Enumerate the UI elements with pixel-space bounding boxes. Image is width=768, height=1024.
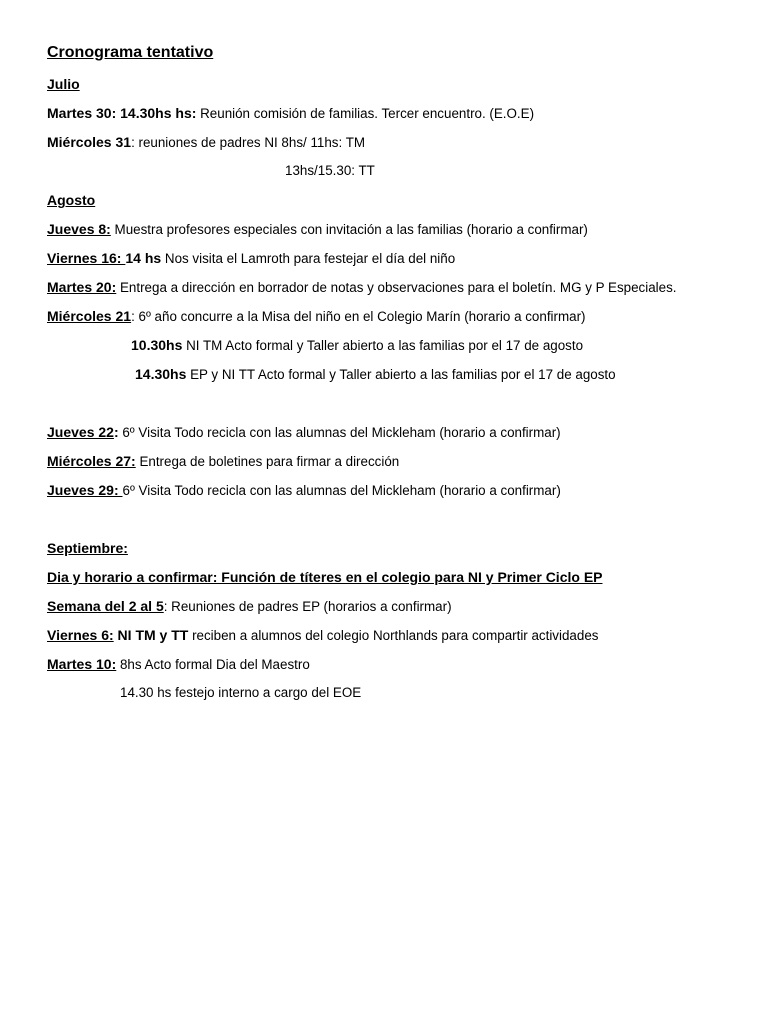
entry-label: Martes 30: 14.30hs hs:: [47, 105, 197, 121]
entry-miercoles-31-continuation: 13hs/15.30: TT: [285, 163, 375, 178]
entry-text: Reunión comisión de familias. Tercer encuentro. (E.O.E): [196, 106, 535, 121]
entry-miercoles-21-afternoon: [135, 365, 616, 384]
entry-viernes-6: [47, 626, 598, 645]
entry-time: 10.30hs: [131, 337, 183, 353]
entry-miercoles-27: [47, 452, 399, 471]
entry-label: Viernes 6:: [47, 627, 114, 643]
entry-martes-10-continuation: 14.30 hs festejo interno a cargo del EOE: [120, 685, 362, 700]
entry-label: Viernes 16:: [47, 250, 126, 266]
entry-text: : reuniones de padres NI 8hs/ 11hs: TM: [131, 135, 366, 150]
entry-label: Miércoles 21: [47, 308, 132, 324]
entry-miercoles-31: [47, 133, 365, 152]
entry-text: NI TM Acto formal y Taller abierto a las familias por el 17 de agosto: [182, 338, 584, 353]
entry-label: Jueves 29:: [47, 482, 123, 498]
entry-label: Martes 10:: [47, 656, 117, 672]
entry-label: Miércoles 31: [47, 134, 132, 150]
entry-time: 14 hs: [125, 250, 162, 266]
entry-text: 6º Visita Todo recicla con las alumnas del Mickleham (horario a confirmar): [122, 483, 561, 498]
document-title: Cronograma tentativo: [47, 44, 214, 61]
entry-jueves-8: [47, 220, 588, 239]
entry-martes-20: [47, 278, 677, 297]
entry-jueves-22: [47, 423, 561, 442]
entry-label: Martes 20:: [47, 279, 117, 295]
entry-text: reciben a alumnos del colegio Northlands para compartir actividades: [188, 628, 599, 643]
entry-titeres: Dia y horario a confirmar: Función de títeres en el colegio para NI y Primer Ciclo EP: [47, 569, 603, 585]
entry-text: : Reuniones de padres EP (horarios a confirmar): [163, 599, 452, 614]
month-heading-agosto: Agosto: [47, 192, 96, 208]
month-heading-septiembre: Septiembre:: [47, 540, 128, 556]
entry-label: Miércoles 27:: [47, 453, 136, 469]
entry-time: 14.30hs: [135, 366, 187, 382]
entry-viernes-16: [47, 249, 455, 268]
entry-martes-10: [47, 655, 310, 674]
entry-miercoles-21: [47, 307, 586, 326]
entry-text: EP y NI TT Acto formal y Taller abierto a las familias por el 17 de agosto: [186, 367, 616, 382]
entry-groups: NI TM y TT: [113, 627, 189, 643]
entry-semana-2-al-5: [47, 597, 452, 616]
entry-text: Entrega de boletines para firmar a dirección: [135, 454, 400, 469]
entry-text: : 6º año concurre a la Misa del niño en el Colegio Marín (horario a confirmar): [131, 309, 586, 324]
entry-colon: :: [113, 424, 119, 440]
entry-text: Entrega a dirección en borrador de notas y observaciones para el boletín. MG y P Especiales.: [116, 280, 677, 295]
entry-text: 6º Visita Todo recicla con las alumnas del Mickleham (horario a confirmar): [118, 425, 561, 440]
entry-jueves-29: [47, 481, 561, 500]
entry-label: Jueves 22: [47, 424, 114, 440]
entry-text: Nos visita el Lamroth para festejar el día del niño: [161, 251, 456, 266]
entry-text: Muestra profesores especiales con invitación a las familias (horario a confirmar): [110, 222, 588, 237]
entry-text: 8hs Acto formal Dia del Maestro: [116, 657, 310, 672]
month-heading-julio: Julio: [47, 76, 80, 92]
entry-miercoles-21-morning: [131, 336, 583, 355]
entry-martes-30: [47, 104, 534, 123]
entry-label: Jueves 8:: [47, 221, 111, 237]
entry-label: Semana del 2 al 5: [47, 598, 164, 614]
